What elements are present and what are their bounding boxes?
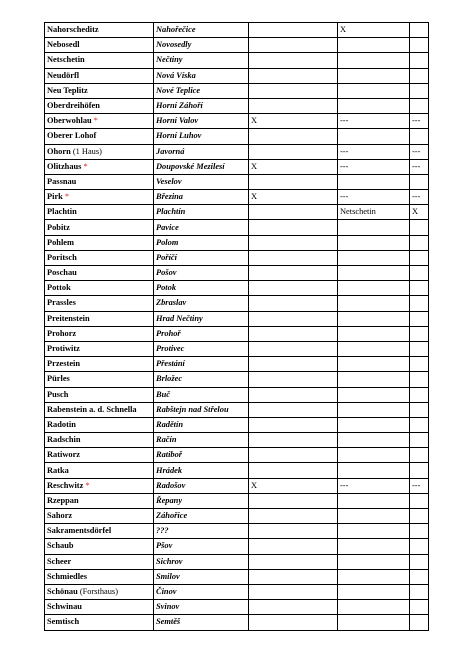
czech-name-cell: Pšov <box>154 539 249 554</box>
german-name: Schönau <box>47 587 78 597</box>
mark-cell-c4 <box>338 53 410 68</box>
german-name: Radotin <box>47 419 76 429</box>
czech-name-cell: Novosedly <box>154 38 249 53</box>
mark-cell-c4 <box>338 98 410 113</box>
asterisk-marker: * <box>83 161 88 171</box>
german-name-cell <box>45 554 154 569</box>
german-name-cell <box>45 144 154 159</box>
german-name-cell <box>45 38 154 53</box>
mark-cell-c5 <box>410 174 429 189</box>
mark-cell-c5: --- <box>410 190 429 205</box>
czech-name-cell: Rabštejn nad Střelou <box>154 402 249 417</box>
mark-cell-c3 <box>249 250 338 265</box>
german-name: Passnau <box>47 176 77 186</box>
table-row <box>45 311 429 326</box>
german-name-cell <box>45 311 154 326</box>
german-name: Olitzhaus <box>47 161 82 171</box>
mark-cell-c5 <box>410 493 429 508</box>
czech-name-cell: Horní Záhoří <box>154 98 249 113</box>
czech-name-cell: Svinov <box>154 600 249 615</box>
table-row <box>45 23 429 38</box>
mark-cell-c4 <box>338 281 410 296</box>
mark-cell-c4 <box>338 402 410 417</box>
mark-cell-c3 <box>249 524 338 539</box>
mark-cell-c4 <box>338 417 410 432</box>
mark-cell-c4 <box>338 448 410 463</box>
german-name-cell <box>45 296 154 311</box>
german-name: Neudörfl <box>47 70 80 80</box>
german-name-cell <box>45 387 154 402</box>
german-name-cell <box>45 205 154 220</box>
mark-cell-c3 <box>249 372 338 387</box>
mark-cell-c4 <box>338 600 410 615</box>
german-name-cell <box>45 220 154 235</box>
place-name-table <box>44 22 429 631</box>
mark-cell-c5 <box>410 341 429 356</box>
table-row <box>45 250 429 265</box>
mark-cell-c5 <box>410 524 429 539</box>
asterisk-marker: * <box>64 192 70 202</box>
mark-cell-c5 <box>410 584 429 599</box>
table-row <box>45 569 429 584</box>
german-name: Pürles <box>47 374 70 384</box>
mark-cell-c4 <box>338 509 410 524</box>
mark-cell-c3 <box>249 53 338 68</box>
mark-cell-c3 <box>249 402 338 417</box>
mark-cell-c4 <box>338 463 410 478</box>
german-name: Prohorz <box>47 328 77 338</box>
czech-name-cell: Ratiboř <box>154 448 249 463</box>
german-name-cell <box>45 524 154 539</box>
mark-cell-c3 <box>249 98 338 113</box>
german-name: Pusch <box>47 389 69 399</box>
german-name: Poritsch <box>47 252 77 262</box>
german-name-cell <box>45 509 154 524</box>
mark-cell-c5 <box>410 235 429 250</box>
german-name: Przestein <box>47 359 81 369</box>
table-row <box>45 387 429 402</box>
mark-cell-c3 <box>249 615 338 630</box>
mark-cell-c5 <box>410 23 429 38</box>
czech-name-cell: Nahořečice <box>154 23 249 38</box>
german-name: Sakramentsdörfel <box>47 526 112 536</box>
czech-name-cell: ??? <box>154 524 249 539</box>
mark-cell-c5 <box>410 38 429 53</box>
german-name-cell <box>45 250 154 265</box>
german-name: Semtisch <box>47 617 80 627</box>
czech-name-cell: Nečtiny <box>154 53 249 68</box>
table-row <box>45 53 429 68</box>
table-row <box>45 129 429 144</box>
german-name: Oberer Lohof <box>47 131 97 141</box>
mark-cell-c4 <box>338 615 410 630</box>
table-row <box>45 281 429 296</box>
mark-cell-c3 <box>249 266 338 281</box>
mark-cell-c5 <box>410 98 429 113</box>
mark-cell-c4 <box>338 493 410 508</box>
german-name-cell <box>45 53 154 68</box>
mark-cell-c3 <box>249 205 338 220</box>
czech-name-cell: Javorná <box>154 144 249 159</box>
german-name: Schwinau <box>47 602 82 612</box>
mark-cell-c5 <box>410 402 429 417</box>
mark-cell-c4 <box>338 38 410 53</box>
table-row <box>45 433 429 448</box>
german-name: Ohorn <box>47 146 71 156</box>
mark-cell-c5 <box>410 569 429 584</box>
table-row <box>45 539 429 554</box>
mark-cell-c4 <box>338 174 410 189</box>
mark-cell-c5 <box>410 509 429 524</box>
table-row <box>45 448 429 463</box>
mark-cell-c3 <box>249 433 338 448</box>
mark-cell-c3 <box>249 281 338 296</box>
german-name-cell <box>45 281 154 296</box>
mark-cell-c4 <box>338 326 410 341</box>
german-name: Nahorscheditz <box>47 25 99 35</box>
mark-cell-c3 <box>249 539 338 554</box>
mark-cell-c5 <box>410 433 429 448</box>
czech-name-cell: Račín <box>154 433 249 448</box>
table-row <box>45 402 429 417</box>
german-name-cell <box>45 493 154 508</box>
mark-cell-c3 <box>249 23 338 38</box>
mark-cell-c5 <box>410 463 429 478</box>
table-row <box>45 266 429 281</box>
german-name-cell <box>45 539 154 554</box>
german-name: Pottok <box>47 283 71 293</box>
mark-cell-c5: --- <box>410 144 429 159</box>
german-name: Radschin <box>47 435 81 445</box>
mark-cell-c3 <box>249 174 338 189</box>
table-row <box>45 205 429 220</box>
german-name: Ratka <box>47 465 69 475</box>
name-note: (1 Haus) <box>72 146 102 156</box>
mark-cell-c3 <box>249 144 338 159</box>
table-row <box>45 326 429 341</box>
german-name: Pohlem <box>47 237 74 247</box>
table-row <box>45 235 429 250</box>
german-name-cell <box>45 569 154 584</box>
table-row <box>45 554 429 569</box>
mark-cell-c4 <box>338 220 410 235</box>
german-name-cell <box>45 159 154 174</box>
german-name-cell <box>45 174 154 189</box>
czech-name-cell: Hrad Nečtiny <box>154 311 249 326</box>
mark-cell-c3 <box>249 235 338 250</box>
mark-cell-c4 <box>338 433 410 448</box>
czech-name-cell: Zbraslav <box>154 296 249 311</box>
mark-cell-c4: X <box>338 23 410 38</box>
asterisk-marker: * <box>93 116 98 126</box>
german-name: Protiwitz <box>47 344 80 354</box>
czech-name-cell: Plachtín <box>154 205 249 220</box>
czech-name-cell: Nová Víska <box>154 68 249 83</box>
mark-cell-c5 <box>410 357 429 372</box>
german-name: Scheer <box>47 556 72 566</box>
mark-cell-c5 <box>410 281 429 296</box>
german-name: Plachtin <box>47 207 77 217</box>
german-name-cell <box>45 23 154 38</box>
czech-name-cell: Záhořice <box>154 509 249 524</box>
table-row <box>45 114 429 129</box>
german-name: Oberwohlau <box>47 116 92 126</box>
mark-cell-c5 <box>410 311 429 326</box>
german-name-cell <box>45 326 154 341</box>
mark-cell-c4: --- <box>338 144 410 159</box>
asterisk-marker: * <box>85 480 90 490</box>
czech-name-cell: Veselov <box>154 174 249 189</box>
table-row <box>45 417 429 432</box>
mark-cell-c3 <box>249 129 338 144</box>
table-row <box>45 478 429 493</box>
mark-cell-c3 <box>249 417 338 432</box>
czech-name-cell: Polom <box>154 235 249 250</box>
czech-name-cell: Pošov <box>154 266 249 281</box>
german-name: Preitenstein <box>47 313 90 323</box>
mark-cell-c3 <box>249 83 338 98</box>
german-name: Oberdreihöfen <box>47 101 100 111</box>
german-name: Poschau <box>47 268 77 278</box>
german-name-cell <box>45 615 154 630</box>
czech-name-cell: Protivec <box>154 341 249 356</box>
mark-cell-c4 <box>338 83 410 98</box>
table-row <box>45 144 429 159</box>
czech-name-cell: Sichrov <box>154 554 249 569</box>
czech-name-cell: Semtěš <box>154 615 249 630</box>
german-name-cell <box>45 402 154 417</box>
german-name-cell <box>45 372 154 387</box>
german-name-cell <box>45 235 154 250</box>
mark-cell-c4 <box>338 311 410 326</box>
mark-cell-c4 <box>338 372 410 387</box>
german-name-cell <box>45 584 154 599</box>
table-row <box>45 220 429 235</box>
german-name-cell <box>45 266 154 281</box>
mark-cell-c4: Netschetin <box>338 205 410 220</box>
mark-cell-c4 <box>338 569 410 584</box>
mark-cell-c3 <box>249 493 338 508</box>
mark-cell-c3: X <box>249 478 338 493</box>
mark-cell-c3 <box>249 357 338 372</box>
mark-cell-c3: X <box>249 114 338 129</box>
mark-cell-c5: --- <box>410 114 429 129</box>
mark-cell-c3 <box>249 38 338 53</box>
german-name-cell <box>45 98 154 113</box>
table-row <box>45 38 429 53</box>
czech-name-cell: Řepany <box>154 493 249 508</box>
mark-cell-c3 <box>249 569 338 584</box>
mark-cell-c5: --- <box>410 159 429 174</box>
czech-name-cell: Pavice <box>154 220 249 235</box>
german-name-cell <box>45 357 154 372</box>
czech-name-cell: Buč <box>154 387 249 402</box>
german-name: Netschetin <box>47 55 85 65</box>
german-name-cell <box>45 478 154 493</box>
mark-cell-c3 <box>249 509 338 524</box>
mark-cell-c5 <box>410 554 429 569</box>
mark-cell-c5 <box>410 372 429 387</box>
german-name-cell <box>45 600 154 615</box>
mark-cell-c3: X <box>249 159 338 174</box>
mark-cell-c4 <box>338 554 410 569</box>
czech-name-cell: Potok <box>154 281 249 296</box>
mark-cell-c5 <box>410 296 429 311</box>
mark-cell-c5 <box>410 387 429 402</box>
mark-cell-c4 <box>338 539 410 554</box>
mark-cell-c4 <box>338 68 410 83</box>
mark-cell-c5 <box>410 83 429 98</box>
german-name: Prassles <box>47 298 76 308</box>
mark-cell-c4 <box>338 296 410 311</box>
name-note: (Forsthaus) <box>79 587 118 597</box>
czech-name-cell: Doupovské Mezilesí <box>154 159 249 174</box>
mark-cell-c3 <box>249 296 338 311</box>
mark-cell-c4 <box>338 129 410 144</box>
mark-cell-c5: --- <box>410 478 429 493</box>
table-row <box>45 174 429 189</box>
mark-cell-c5 <box>410 417 429 432</box>
table-row <box>45 68 429 83</box>
mark-cell-c4 <box>338 235 410 250</box>
german-name: Rabenstein a. d. Schnella <box>47 404 137 414</box>
table-row <box>45 357 429 372</box>
mark-cell-c5 <box>410 53 429 68</box>
czech-name-cell: Horní Valov <box>154 114 249 129</box>
mark-cell-c4 <box>338 357 410 372</box>
table-row <box>45 509 429 524</box>
mark-cell-c5 <box>410 220 429 235</box>
mark-cell-c5 <box>410 539 429 554</box>
german-name-cell <box>45 129 154 144</box>
table-row <box>45 341 429 356</box>
mark-cell-c5 <box>410 129 429 144</box>
mark-cell-c3 <box>249 554 338 569</box>
table-row <box>45 463 429 478</box>
mark-cell-c5 <box>410 615 429 630</box>
mark-cell-c5 <box>410 68 429 83</box>
table-row <box>45 615 429 630</box>
mark-cell-c4: --- <box>338 190 410 205</box>
german-name-cell <box>45 114 154 129</box>
czech-name-cell: Horní Luhov <box>154 129 249 144</box>
german-name-cell <box>45 448 154 463</box>
table-row <box>45 493 429 508</box>
czech-name-cell: Hrádek <box>154 463 249 478</box>
table-row <box>45 190 429 205</box>
mark-cell-c5 <box>410 448 429 463</box>
czech-name-cell: Smilov <box>154 569 249 584</box>
mark-cell-c5 <box>410 326 429 341</box>
german-name-cell <box>45 463 154 478</box>
czech-name-cell: Činov <box>154 584 249 599</box>
german-name: Schaub <box>47 541 74 551</box>
german-name: Rzeppan <box>47 495 79 505</box>
table-row <box>45 98 429 113</box>
table-row <box>45 584 429 599</box>
mark-cell-c3 <box>249 387 338 402</box>
german-name-cell <box>45 417 154 432</box>
mark-cell-c4: --- <box>338 159 410 174</box>
czech-name-cell: Poříčí <box>154 250 249 265</box>
mark-cell-c4 <box>338 387 410 402</box>
mark-cell-c4 <box>338 266 410 281</box>
german-name: Nebosedl <box>47 40 80 50</box>
german-name-cell <box>45 190 154 205</box>
mark-cell-c5 <box>410 250 429 265</box>
mark-cell-c3 <box>249 584 338 599</box>
table-row <box>45 600 429 615</box>
table-row <box>45 159 429 174</box>
mark-cell-c4 <box>338 341 410 356</box>
mark-cell-c3 <box>249 326 338 341</box>
table-row <box>45 83 429 98</box>
mark-cell-c3 <box>249 448 338 463</box>
czech-name-cell: Brložec <box>154 372 249 387</box>
czech-name-cell: Radošov <box>154 478 249 493</box>
german-name: Pobitz <box>47 222 70 232</box>
mark-cell-c5: X <box>410 205 429 220</box>
mark-cell-c4: --- <box>338 114 410 129</box>
german-name: Reschwitz <box>47 480 84 490</box>
czech-name-cell: Prohoř <box>154 326 249 341</box>
czech-name-cell: Přestání <box>154 357 249 372</box>
german-name: Pirk <box>47 192 63 202</box>
table-row <box>45 524 429 539</box>
table-row <box>45 296 429 311</box>
mark-cell-c4: --- <box>338 478 410 493</box>
mark-cell-c4 <box>338 584 410 599</box>
german-name: Sahorz <box>47 511 73 521</box>
mark-cell-c3 <box>249 68 338 83</box>
german-name-cell <box>45 341 154 356</box>
mark-cell-c4 <box>338 524 410 539</box>
german-name: Ratiworz <box>47 450 81 460</box>
german-name-cell <box>45 68 154 83</box>
mark-cell-c3 <box>249 341 338 356</box>
mark-cell-c3 <box>249 311 338 326</box>
mark-cell-c4 <box>338 250 410 265</box>
german-name: Neu Teplitz <box>47 85 88 95</box>
german-name-cell <box>45 83 154 98</box>
mark-cell-c3: X <box>249 190 338 205</box>
czech-name-cell: Březina <box>154 190 249 205</box>
czech-name-cell: Nové Teplice <box>154 83 249 98</box>
german-name: Schmiedles <box>47 571 88 581</box>
czech-name-cell: Radětín <box>154 417 249 432</box>
mark-cell-c5 <box>410 600 429 615</box>
table-row <box>45 372 429 387</box>
mark-cell-c3 <box>249 600 338 615</box>
german-name-cell <box>45 433 154 448</box>
mark-cell-c3 <box>249 220 338 235</box>
mark-cell-c3 <box>249 463 338 478</box>
mark-cell-c5 <box>410 266 429 281</box>
